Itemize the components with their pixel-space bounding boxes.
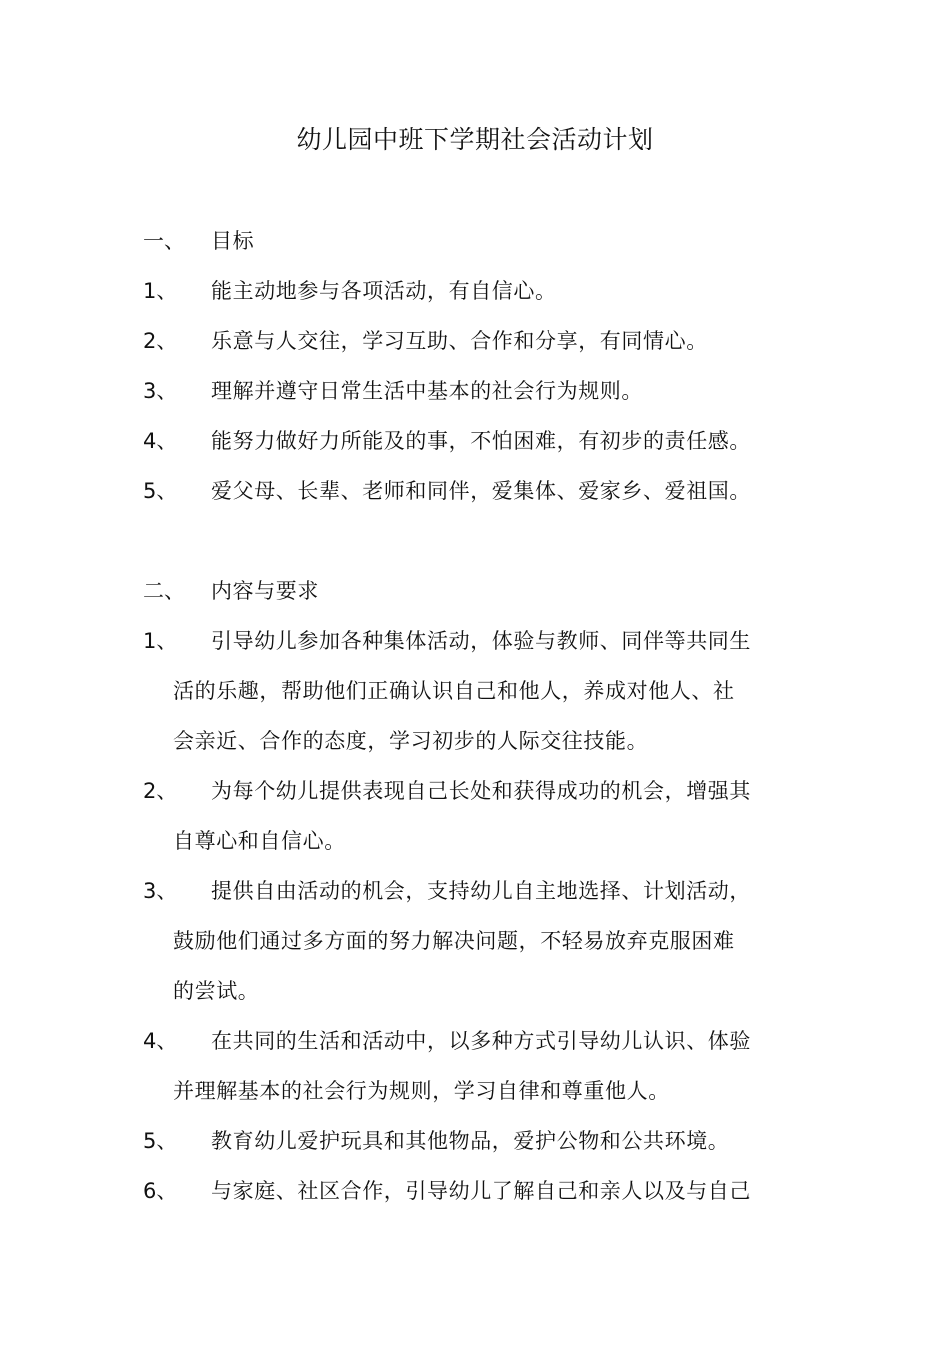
item-text: 引导幼儿参加各种集体活动，体验与教师、同伴等共同生 xyxy=(211,629,751,653)
item-text: 能努力做好力所能及的事，不怕困难，有初步的责任感。 xyxy=(211,429,751,453)
item-number: 3、 xyxy=(143,879,178,903)
item-text-continuation: 活的乐趣，帮助他们正确认识自己和他人，养成对他人、社 xyxy=(173,679,735,703)
item-number: 1、 xyxy=(143,629,178,653)
item-text: 理解并遵守日常生活中基本的社会行为规则。 xyxy=(211,379,643,403)
section-number: 二、 xyxy=(143,579,185,603)
item-number: 4、 xyxy=(143,1029,178,1053)
section-title: 目标 xyxy=(211,229,255,253)
item-number: 5、 xyxy=(143,1129,178,1153)
item-text-continuation: 鼓励他们通过多方面的努力解决问题，不轻易放弃克服困难 xyxy=(173,929,735,953)
item-text: 能主动地参与各项活动，有自信心。 xyxy=(211,279,557,303)
item-text-continuation: 自尊心和自信心。 xyxy=(173,829,346,853)
item-text: 教育幼儿爱护玩具和其他物品，爱护公物和公共环境。 xyxy=(211,1129,730,1153)
item-text-continuation: 会亲近、合作的态度，学习初步的人际交往技能。 xyxy=(173,729,649,753)
item-text-continuation: 的尝试。 xyxy=(173,979,260,1003)
section-title: 内容与要求 xyxy=(211,579,319,603)
item-number: 4、 xyxy=(143,429,178,453)
item-number: 2、 xyxy=(143,779,178,803)
item-text: 提供自由活动的机会，支持幼儿自主地选择、计划活动， xyxy=(211,879,751,903)
item-number: 6、 xyxy=(143,1179,178,1203)
item-text: 为每个幼儿提供表现自己长处和获得成功的机会，增强其 xyxy=(211,779,751,803)
item-text: 在共同的生活和活动中，以多种方式引导幼儿认识、体验 xyxy=(211,1029,751,1053)
item-text: 乐意与人交往，学习互助、合作和分享，有同情心。 xyxy=(211,329,708,353)
item-text: 爱父母、长辈、老师和同伴，爱集体、爱家乡、爱祖国。 xyxy=(211,479,751,503)
item-text: 与家庭、社区合作，引导幼儿了解自己和亲人以及与自己 xyxy=(211,1179,751,1203)
section-number: 一、 xyxy=(143,229,185,253)
item-number: 1、 xyxy=(143,279,178,303)
item-number: 2、 xyxy=(143,329,178,353)
item-number: 5、 xyxy=(143,479,178,503)
item-text-continuation: 并理解基本的社会行为规则，学习自律和尊重他人。 xyxy=(173,1079,670,1103)
item-number: 3、 xyxy=(143,379,178,403)
document-title: 幼儿园中班下学期社会活动计划 xyxy=(296,125,654,154)
